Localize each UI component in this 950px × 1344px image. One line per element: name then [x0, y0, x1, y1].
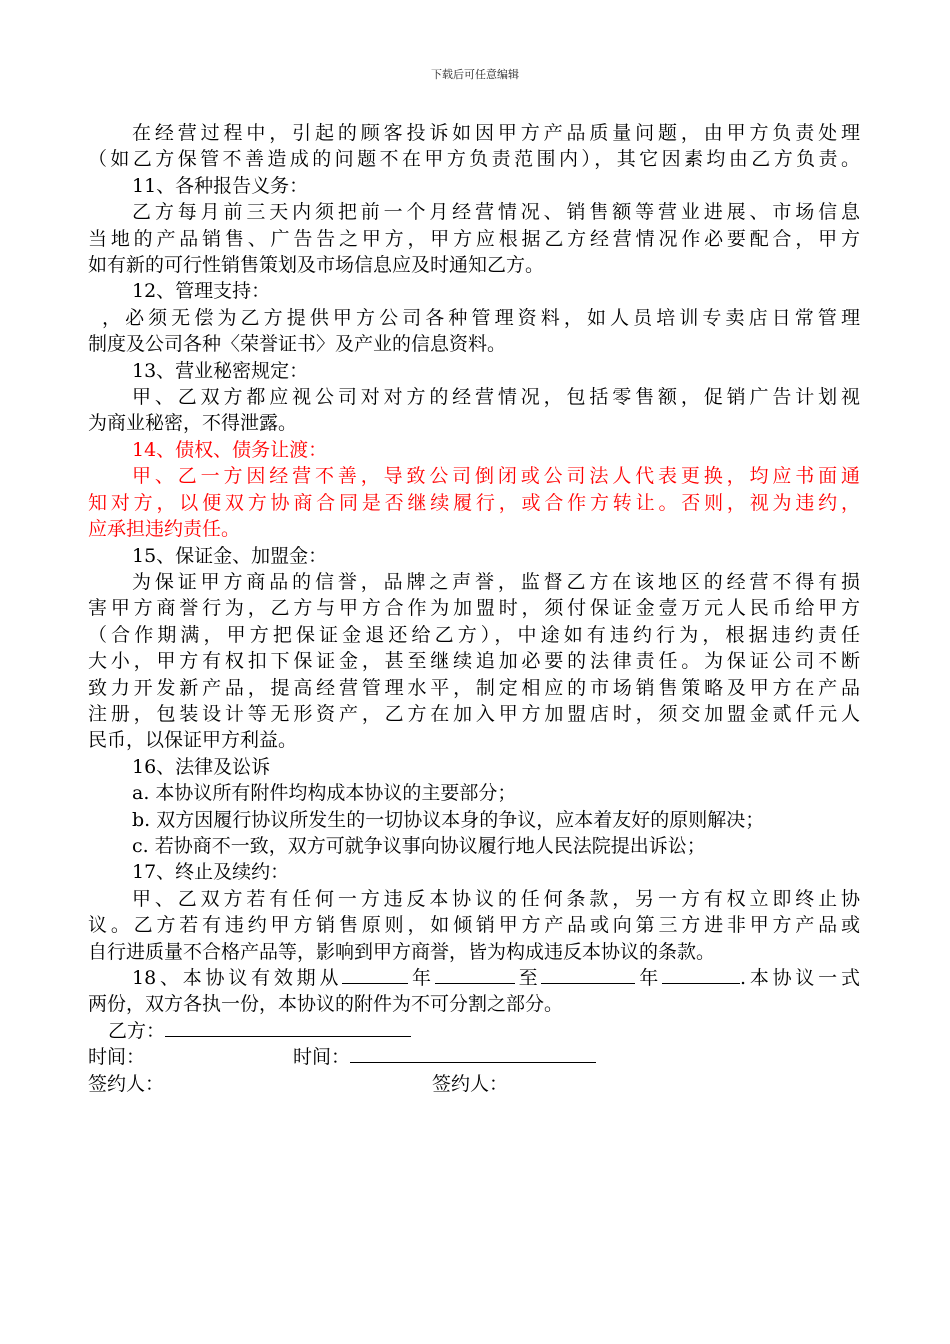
text-line: 如有新的可行性销售策划及市场信息应及时通知乙方。	[88, 254, 545, 277]
term-year2: 年	[635, 967, 662, 989]
text-line: b. 双方因履行协议所发生的一切协议本身的争议，应本着友好的原则解决；	[132, 808, 765, 831]
text-line: 应承担违约责任。	[88, 518, 241, 541]
text-line: 当地的产品销售、广告告之甲方，甲方应根据乙方经营情况作必要配合，甲方	[88, 227, 860, 250]
text-line: 甲、乙一方因经营不善，导致公司倒闭或公司法人代表更换，均应书面通	[132, 465, 860, 488]
text-line: ，必须无偿为乙方提供甲方公司各种管理资料，如人员培训专卖店日常管理	[102, 306, 860, 329]
signer-line	[88, 1071, 860, 1097]
text-line: 甲、乙双方若有任何一方违反本协议的任何条款，另一方有权立即终止协	[132, 887, 860, 910]
text-line: 为保证甲方商品的信誉，品牌之声誉，监督乙方在该地区的经营不得有损	[132, 570, 860, 593]
text-line: 11、各种报告义务：	[132, 174, 309, 197]
blank-start-date	[435, 965, 515, 984]
text-line: 知对方，以便双方协商合同是否继续履行，或合作方转让。否则，视为违约，	[88, 491, 860, 514]
text-line: 在经营过程中，引起的顾客投诉如因甲方产品质量问题，由甲方负责处理	[132, 122, 860, 144]
text-line: 为商业秘密，不得泄露。	[88, 412, 298, 435]
blank-end-date	[662, 965, 740, 984]
party-b-label: 乙方：	[108, 1019, 166, 1042]
term-line	[88, 965, 860, 991]
blank-end-year	[541, 965, 635, 984]
text-line: 14、债权、债务让渡：	[132, 438, 328, 461]
term-line-2: 两份，双方各执一份，本协议的附件为不可分割之部分。	[88, 993, 564, 1016]
party-b-blank	[165, 1018, 411, 1037]
text-line: 甲、乙双方都应视公司对对方的经营情况，包括零售额，促销广告计划视	[132, 386, 860, 409]
term-prefix: 18、本协议有效期从	[132, 967, 343, 989]
signer-right-label: 签约人：	[432, 1072, 509, 1095]
text-line: 16、法律及讼诉	[132, 755, 271, 778]
text-line: （如乙方保管不善造成的问题不在甲方负责范围内），其它因素均由乙方负责。	[88, 148, 860, 171]
text-line: 民币，以保证甲方利益。	[88, 729, 298, 752]
text-line: 大小，甲方有权扣下保证金，甚至继续追加必要的法律责任。为保证公司不断	[88, 650, 860, 673]
text-line: 注册，包装设计等无形资产，乙方在加入甲方加盟店时，须交加盟金贰仟元人	[88, 702, 860, 725]
text-line: 害甲方商誉行为，乙方与甲方合作为加盟时，须付保证金壹万元人民币给甲方	[88, 597, 860, 620]
text-line: 议。乙方若有违约甲方销售原则，如倾销甲方产品或向第三方进非甲方产品或	[88, 914, 860, 937]
text-line: 自行进质量不合格产品等，影响到甲方商誉，皆为构成违反本协议的条款。	[88, 940, 716, 963]
contract-text	[88, 120, 860, 965]
text-line: a. 本协议所有附件均构成本协议的主要部分；	[132, 782, 517, 805]
page-header: 下载后可任意编辑	[431, 68, 519, 81]
text-line: （合作期满，甲方把保证金退还给乙方），中途如有违约行为，根据违约责任	[88, 623, 860, 646]
time-left-label: 时间：	[88, 1046, 146, 1069]
text-line: 17、终止及续约：	[132, 861, 290, 884]
time-right-blank	[350, 1044, 596, 1063]
term-to: 至	[514, 967, 542, 989]
text-line: 制度及公司各种〈荣誉证书〉及产业的信息资料。	[88, 333, 507, 356]
text-line: 致力开发新产品，提高经营管理水平，制定相应的市场销售策略及甲方在产品	[88, 676, 860, 699]
text-line: 15、保证金、加盟金：	[132, 544, 328, 567]
party-b-line	[88, 1018, 860, 1044]
text-line: 乙方每月前三天内须把前一个月经营情况、销售额等营业进展、市场信息	[132, 201, 860, 224]
signer-left-label: 签约人：	[88, 1072, 165, 1095]
time-line	[88, 1044, 860, 1070]
time-right-label: 时间：	[293, 1046, 351, 1069]
term-suffix: .本协议一式	[740, 967, 860, 989]
text-line: 13、营业秘密规定：	[132, 359, 309, 382]
text-line: c. 若协商不一致，双方可就争议事向协议履行地人民法院提出诉讼；	[132, 834, 706, 857]
blank-start-year	[342, 965, 408, 984]
text-line: 12、管理支持：	[132, 280, 271, 303]
document-body	[88, 120, 860, 1097]
term-year1: 年	[408, 967, 435, 989]
